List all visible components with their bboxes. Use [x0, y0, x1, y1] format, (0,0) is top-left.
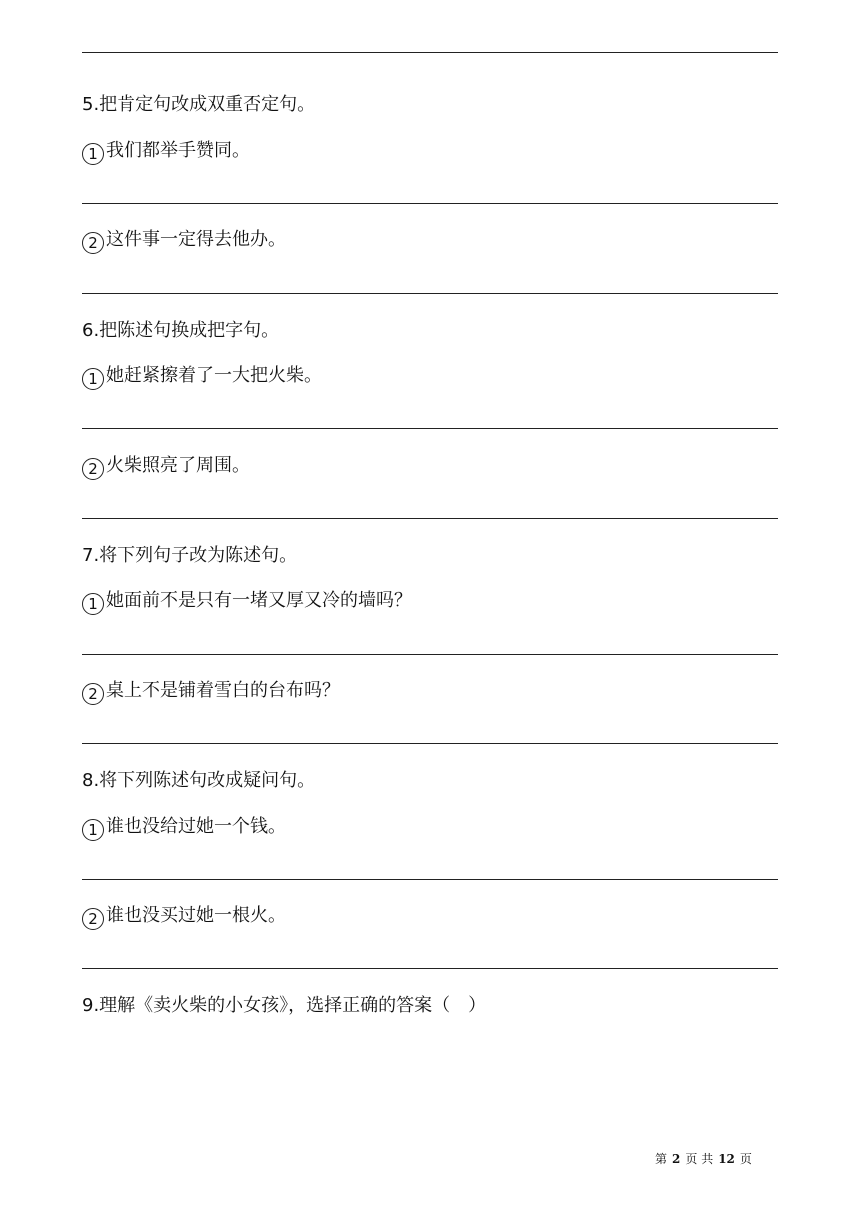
question-item: 2 火柴照亮了周围。 [82, 454, 250, 480]
answer-line [82, 52, 778, 53]
answer-line [82, 203, 778, 204]
footer-prefix: 第 [655, 1152, 668, 1166]
footer-suffix: 页 [739, 1152, 752, 1166]
answer-line [82, 968, 778, 969]
answer-line [82, 654, 778, 655]
question-heading: 5.把肯定句改成双重否定句。 [82, 94, 316, 115]
answer-line [82, 428, 778, 429]
question-item: 2 桌上不是铺着雪白的台布吗？ [82, 679, 340, 705]
question-heading: 6.把陈述句换成把字句。 [82, 320, 280, 341]
answer-line [82, 293, 778, 294]
question-item: 2 这件事一定得去他办。 [82, 228, 286, 254]
question-heading: 7.将下列句子改为陈述句。 [82, 545, 298, 566]
circled-number-icon: 2 [82, 232, 104, 254]
circled-number-icon: 1 [82, 368, 104, 390]
answer-line [82, 879, 778, 880]
page-footer [655, 1151, 752, 1167]
question-item: 1 我们都举手赞同。 [82, 139, 250, 165]
answer-line [82, 518, 778, 519]
circled-number-icon: 2 [82, 683, 104, 705]
page-number: 2 [672, 1152, 681, 1166]
question-heading: 8.将下列陈述句改成疑问句。 [82, 770, 316, 791]
circled-number-icon: 1 [82, 819, 104, 841]
footer-middle: 页 共 [685, 1152, 714, 1166]
question-heading: 9.理解《卖火柴的小女孩》，选择正确的答案（ ） [82, 995, 487, 1016]
question-item: 2 谁也没买过她一根火。 [82, 904, 286, 930]
circled-number-icon: 2 [82, 908, 104, 930]
circled-number-icon: 2 [82, 458, 104, 480]
circled-number-icon: 1 [82, 593, 104, 615]
question-item: 1 她面前不是只有一堵又厚又冷的墙吗？ [82, 589, 412, 615]
question-item: 1 她赶紧擦着了一大把火柴。 [82, 364, 322, 390]
page-total: 12 [718, 1152, 735, 1166]
answer-line [82, 743, 778, 744]
question-item: 1 谁也没给过她一个钱。 [82, 815, 286, 841]
circled-number-icon: 1 [82, 143, 104, 165]
